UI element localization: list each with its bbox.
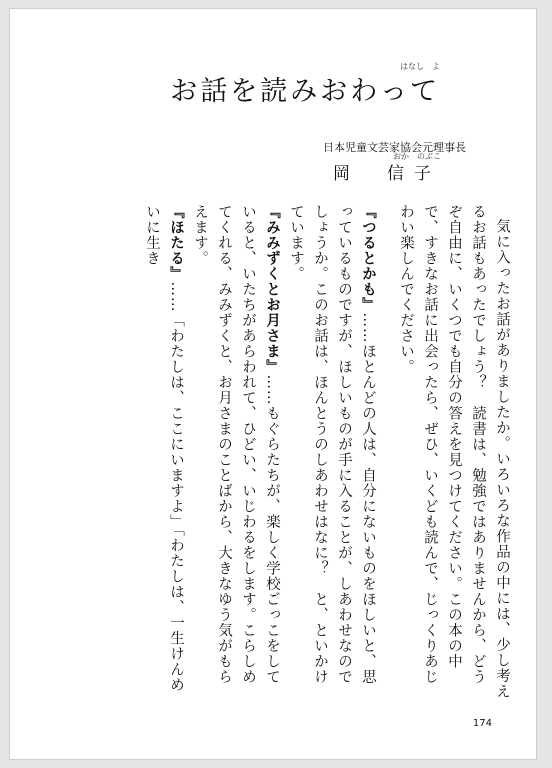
section-text: ……「わたしは、ここにいますよ」「わたしは、一生けんめいに生き bbox=[144, 204, 184, 693]
author-organization: 日本児童文芸家協会元理事長 bbox=[323, 141, 466, 154]
section-title: 『ほたる』 bbox=[168, 204, 184, 282]
intro-paragraph bbox=[394, 204, 514, 699]
author-ruby: おか のぶこ bbox=[393, 152, 441, 161]
section-paragraph bbox=[188, 204, 284, 699]
title-ruby: はなし よ bbox=[400, 62, 440, 71]
book-page bbox=[9, 8, 537, 760]
section-title: 『つるとかも』 bbox=[360, 204, 376, 313]
page-title: お話を読みおわって bbox=[170, 76, 440, 107]
section-paragraph bbox=[284, 204, 380, 699]
section-paragraph bbox=[140, 204, 188, 699]
section-text: ……もぐらたちが、楽しく学校ごっこをしていると、いたちがあらわれて、ひどい、いじわるをします。こらしめてくれる、みみずくと、お月さまのことばから、大きなゆう気がもらえます。 bbox=[192, 204, 280, 685]
intro-text: 気に入ったお話がありましたか。いろいろな作品の中には、少し考えるお話もあったでしょう？ 読書は、勉強ではありませんから、どうぞ自由に、いくつでも自分の答えを見つけてください。この本の中で、すきなお話に出会ったら、ぜひ、いくども読んで、じっくりあじわい楽しんでください。 bbox=[398, 204, 510, 699]
section-title: 『みみずくとお月さま』 bbox=[264, 204, 280, 375]
page-number: 174 bbox=[472, 718, 492, 729]
section-text: ……ほとんどの人は、自分にないものをほしいと、思っているものですが、ほしいものが手に入ることが、しあわせなのでしょうか。このお話は、ほんとうのしあわせはなに？ と、といかけています。 bbox=[288, 204, 376, 685]
author-name: 岡 信子 bbox=[333, 164, 441, 184]
vertical-body-text bbox=[84, 204, 514, 699]
